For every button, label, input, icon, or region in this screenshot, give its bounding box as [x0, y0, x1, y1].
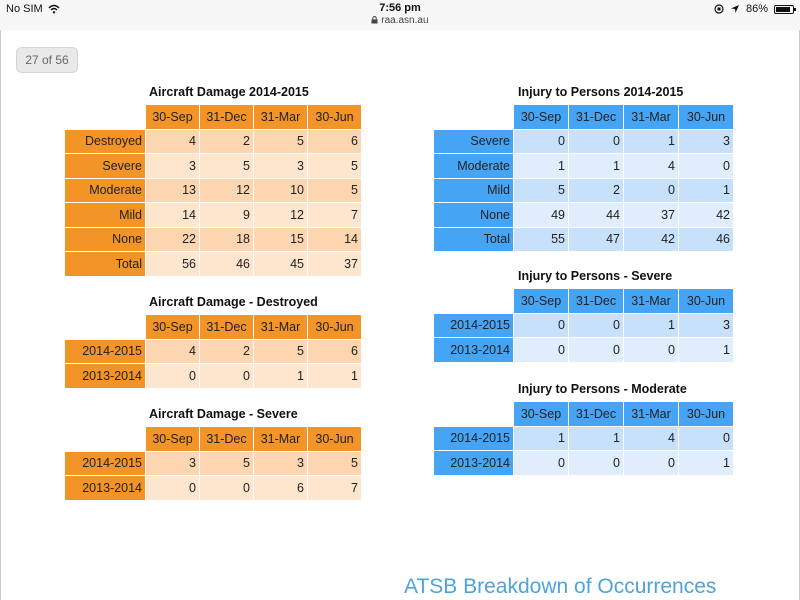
column-header: 31-Dec	[200, 427, 253, 451]
row-label: Mild	[65, 203, 145, 227]
table-cell: 14	[308, 228, 361, 252]
table-cell: 4	[146, 130, 199, 154]
column-header: 30-Jun	[679, 402, 733, 426]
table-row	[434, 338, 733, 362]
table-cell: 1	[679, 451, 733, 475]
table-cell: 18	[200, 228, 253, 252]
table-cell: 6	[254, 476, 307, 500]
table-cell: 0	[514, 338, 568, 362]
table-cell: 0	[514, 130, 568, 154]
table-row	[65, 476, 361, 500]
column-header: 31-Mar	[624, 402, 678, 426]
column-header: 30-Sep	[514, 402, 568, 426]
table-cell: 46	[200, 252, 253, 276]
header-row	[65, 105, 361, 129]
corner-cell	[434, 289, 513, 313]
row-label: 2013-2014	[434, 338, 513, 362]
injury-title: Injury to Persons 2014-2015	[518, 85, 684, 99]
injury-table	[433, 104, 734, 252]
table-cell: 0	[146, 476, 199, 500]
table-cell: 1	[679, 179, 733, 203]
column-header: 30-Sep	[146, 427, 199, 451]
column-header: 30-Sep	[146, 105, 199, 129]
battery-fill	[776, 7, 790, 12]
table-cell: 1	[514, 427, 568, 451]
table-cell: 3	[679, 314, 733, 338]
table-cell: 0	[200, 364, 253, 388]
row-label: Destroyed	[65, 130, 145, 154]
table-cell: 7	[308, 203, 361, 227]
table-cell: 1	[569, 427, 623, 451]
column-header: 31-Dec	[200, 105, 253, 129]
table-cell: 6	[308, 130, 361, 154]
table-row	[434, 451, 733, 475]
table-row	[65, 364, 361, 388]
table-cell: 0	[569, 338, 623, 362]
table-cell: 0	[679, 154, 733, 178]
table-cell: 5	[200, 452, 253, 476]
corner-cell	[65, 315, 145, 339]
row-label: 2013-2014	[65, 364, 145, 388]
table-cell: 1	[254, 364, 307, 388]
table-cell: 5	[254, 340, 307, 364]
table-cell: 1	[308, 364, 361, 388]
row-label: None	[65, 228, 145, 252]
aircraft-severe-table	[64, 426, 362, 501]
table-cell: 3	[679, 130, 733, 154]
table-cell: 3	[146, 154, 199, 178]
table-row	[65, 252, 361, 276]
row-label: Moderate	[434, 154, 513, 178]
header-row	[434, 105, 733, 129]
location-icon	[730, 4, 740, 14]
battery-percent: 86%	[745, 3, 768, 15]
header-row	[434, 289, 733, 313]
column-header: 31-Mar	[624, 105, 678, 129]
header-row	[434, 402, 733, 426]
table-cell: 42	[624, 228, 678, 252]
table-row	[65, 340, 361, 364]
table-cell: 0	[514, 451, 568, 475]
corner-cell	[65, 105, 145, 129]
table-row	[65, 130, 361, 154]
table-cell: 3	[254, 154, 307, 178]
column-header: 31-Dec	[569, 105, 623, 129]
row-label: None	[434, 203, 513, 227]
battery-icon	[774, 5, 794, 14]
table-cell: 0	[569, 451, 623, 475]
table-cell: 46	[679, 228, 733, 252]
table-cell: 1	[569, 154, 623, 178]
orientation-lock-icon	[714, 4, 724, 14]
table-row	[65, 452, 361, 476]
table-cell: 37	[308, 252, 361, 276]
slide-footer-title: ATSB Breakdown of Occurrences	[404, 575, 717, 598]
table-cell: 2	[200, 340, 253, 364]
table-cell: 12	[254, 203, 307, 227]
table-cell: 7	[308, 476, 361, 500]
column-header: 31-Mar	[254, 427, 307, 451]
aircraft-damage-title: Aircraft Damage 2014-2015	[149, 85, 309, 99]
header-row	[65, 427, 361, 451]
table-cell: 2	[200, 130, 253, 154]
status-right	[714, 3, 794, 15]
column-header: 30-Sep	[514, 289, 568, 313]
aircraft-destroyed-title: Aircraft Damage - Destroyed	[149, 295, 318, 309]
column-header: 31-Mar	[254, 315, 307, 339]
table-cell: 5	[514, 179, 568, 203]
table-cell: 12	[200, 179, 253, 203]
page-counter[interactable]: 27 of 56	[16, 47, 78, 73]
column-header: 31-Dec	[200, 315, 253, 339]
table-cell: 14	[146, 203, 199, 227]
corner-cell	[434, 105, 513, 129]
column-header: 31-Dec	[569, 289, 623, 313]
row-label: Mild	[434, 179, 513, 203]
table-cell: 22	[146, 228, 199, 252]
column-header: 30-Jun	[308, 427, 361, 451]
table-cell: 0	[569, 130, 623, 154]
carrier-label: No SIM	[6, 3, 43, 15]
table-cell: 1	[624, 130, 678, 154]
table-cell: 44	[569, 203, 623, 227]
table-row	[65, 203, 361, 227]
row-label: 2014-2015	[434, 427, 513, 451]
table-cell: 0	[624, 451, 678, 475]
slide	[0, 30, 800, 600]
row-label: Total	[65, 252, 145, 276]
table-row	[434, 228, 733, 252]
corner-cell	[65, 427, 145, 451]
aircraft-destroyed-table	[64, 314, 362, 389]
table-row	[65, 228, 361, 252]
row-label: Severe	[434, 130, 513, 154]
table-cell: 13	[146, 179, 199, 203]
table-cell: 3	[254, 452, 307, 476]
table-cell: 37	[624, 203, 678, 227]
table-row	[434, 179, 733, 203]
row-label: Total	[434, 228, 513, 252]
table-cell: 1	[514, 154, 568, 178]
table-cell: 1	[624, 314, 678, 338]
table-row	[434, 154, 733, 178]
table-row	[65, 179, 361, 203]
status-bar	[0, 0, 800, 30]
aircraft-severe-title: Aircraft Damage - Severe	[149, 407, 298, 421]
table-row	[434, 427, 733, 451]
injury-moderate-title: Injury to Persons - Moderate	[518, 382, 687, 396]
table-cell: 3	[146, 452, 199, 476]
corner-cell	[434, 402, 513, 426]
table-cell: 5	[308, 179, 361, 203]
injury-severe-title: Injury to Persons - Severe	[518, 269, 673, 283]
column-header: 30-Jun	[308, 315, 361, 339]
table-cell: 6	[308, 340, 361, 364]
row-label: 2014-2015	[434, 314, 513, 338]
table-cell: 5	[308, 154, 361, 178]
injury-severe-table	[433, 288, 734, 363]
table-cell: 0	[569, 314, 623, 338]
row-label: Moderate	[65, 179, 145, 203]
table-cell: 0	[200, 476, 253, 500]
url-bar[interactable]	[0, 15, 800, 26]
column-header: 31-Mar	[624, 289, 678, 313]
column-header: 30-Sep	[146, 315, 199, 339]
table-cell: 0	[514, 314, 568, 338]
table-row	[434, 130, 733, 154]
header-row	[65, 315, 361, 339]
table-cell: 5	[308, 452, 361, 476]
table-cell: 4	[146, 340, 199, 364]
row-label: 2014-2015	[65, 452, 145, 476]
row-label: 2014-2015	[65, 340, 145, 364]
aircraft-damage-table	[64, 104, 362, 277]
table-cell: 5	[254, 130, 307, 154]
column-header: 31-Mar	[254, 105, 307, 129]
column-header: 30-Jun	[679, 105, 733, 129]
table-cell: 5	[200, 154, 253, 178]
table-cell: 15	[254, 228, 307, 252]
row-label: 2013-2014	[434, 451, 513, 475]
table-cell: 4	[624, 427, 678, 451]
table-cell: 4	[624, 154, 678, 178]
table-cell: 9	[200, 203, 253, 227]
table-row	[434, 314, 733, 338]
table-cell: 45	[254, 252, 307, 276]
column-header: 30-Jun	[308, 105, 361, 129]
table-row	[434, 203, 733, 227]
table-cell: 0	[679, 427, 733, 451]
status-center	[0, 2, 800, 26]
table-cell: 49	[514, 203, 568, 227]
table-cell: 55	[514, 228, 568, 252]
injury-moderate-table	[433, 401, 734, 476]
row-label: Severe	[65, 154, 145, 178]
table-cell: 0	[624, 179, 678, 203]
table-cell: 0	[624, 338, 678, 362]
column-header: 31-Dec	[569, 402, 623, 426]
table-cell: 42	[679, 203, 733, 227]
column-header: 30-Jun	[679, 289, 733, 313]
row-label: 2013-2014	[65, 476, 145, 500]
table-row	[65, 154, 361, 178]
table-cell: 10	[254, 179, 307, 203]
clock: 7:56 pm	[379, 2, 421, 14]
table-cell: 2	[569, 179, 623, 203]
table-cell: 1	[679, 338, 733, 362]
url-text: raa.asn.au	[381, 15, 429, 26]
column-header: 30-Sep	[514, 105, 568, 129]
table-cell: 0	[146, 364, 199, 388]
table-cell: 47	[569, 228, 623, 252]
table-cell: 56	[146, 252, 199, 276]
lock-icon	[371, 16, 378, 24]
